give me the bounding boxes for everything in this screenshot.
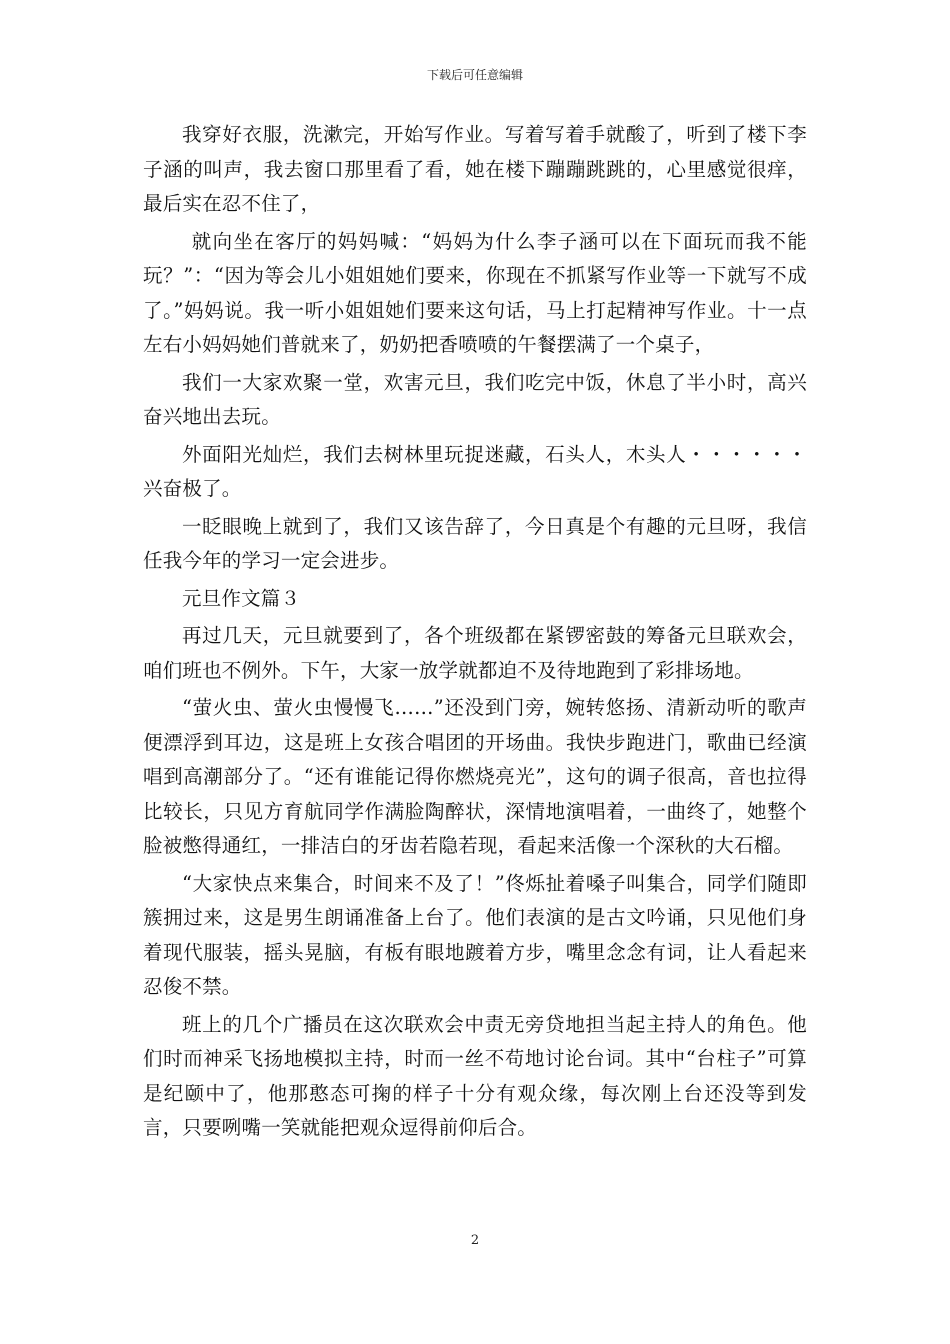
paragraph-6: 再过几天，元旦就要到了，各个班级都在紧锣密鼓的筹备元旦联欢会，咱们班也不例外。下午，大家一放学就都迫不及待地跑到了彩排场地。 [143, 624, 807, 682]
paragraph-8: “大家快点来集合，时间来不及了！”佟烁扯着嗓子叫集合，同学们随即簇拥过来，这是男生朗诵准备上台了。他们表演的是古文吟诵，只见他们身着现代服装，摇头晃脑，有板有眼地踱着方步，嘴里念念有词，让人看起来忍俊不禁。 [143, 871, 807, 998]
paragraph-1: 我穿好衣服，洗漱完，开始写作业。写着写着手就酸了，听到了楼下李子涵的叫声，我去窗口那里看了看，她在楼下蹦蹦跳跳的，心里感觉很痒，最后实在忍不住了， [143, 123, 807, 215]
paragraph-4: 外面阳光灿烂，我们去树林里玩捉迷藏，石头人，木头人・・・・・・兴奋极了。 [143, 442, 807, 500]
paragraph-5: 一眨眼晚上就到了，我们又该告辞了，今日真是个有趣的元旦呀，我信任我今年的学习一定会进步。 [143, 514, 807, 572]
page-number: 2 [470, 1233, 480, 1248]
document-body [143, 118, 807, 1149]
paragraph-9: 班上的几个广播员在这次联欢会中责无旁贷地担当起主持人的角色。他们时而神采飞扬地模拟主持，时而一丝不苟地讨论台词。其中“台柱子”可算是纪颐中了，他那憨态可掬的样子十分有观众缘，每次刚上台还没等到发言，只要咧嘴一笑就能把观众逗得前仰后合。 [143, 1012, 807, 1139]
section-heading: 元旦作文篇３ [182, 586, 301, 610]
paragraph-2: 就向坐在客厅的妈妈喊：“妈妈为什么李子涵可以在下面玩而我不能玩？”：“因为等会儿小姐姐她们要来，你现在不抓紧写作业等一下就写不成了。”妈妈说。我一听小姐姐她们要来这句话，马上打起精神写作业。十一点左右小妈妈她们普就来了，奶奶把香喷喷的午餐摆满了一个桌子， [143, 229, 807, 356]
paragraph-3: 我们一大家欢聚一堂，欢害元旦，我们吃完中饭，休息了半小时，高兴奋兴地出去玩。 [143, 370, 807, 428]
paragraph-7: “萤火虫、萤火虫慢慢飞……”还没到门旁，婉转悠扬、清新动听的歌声便漂浮到耳边，这是班上女孩合唱团的开场曲。我快步跑进门，歌曲已经演唱到高潮部分了。“还有谁能记得你燃烧亮光”，这句的调子很高，音也拉得比较长，只见方育航同学作满脸陶醉状，深情地演唱着，一曲终了，她整个脸被憋得通红，一排洁白的牙齿若隐若现，看起来活像一个深秋的大石榴。 [143, 696, 807, 857]
page-header: 下载后可任意编辑 [426, 68, 523, 82]
